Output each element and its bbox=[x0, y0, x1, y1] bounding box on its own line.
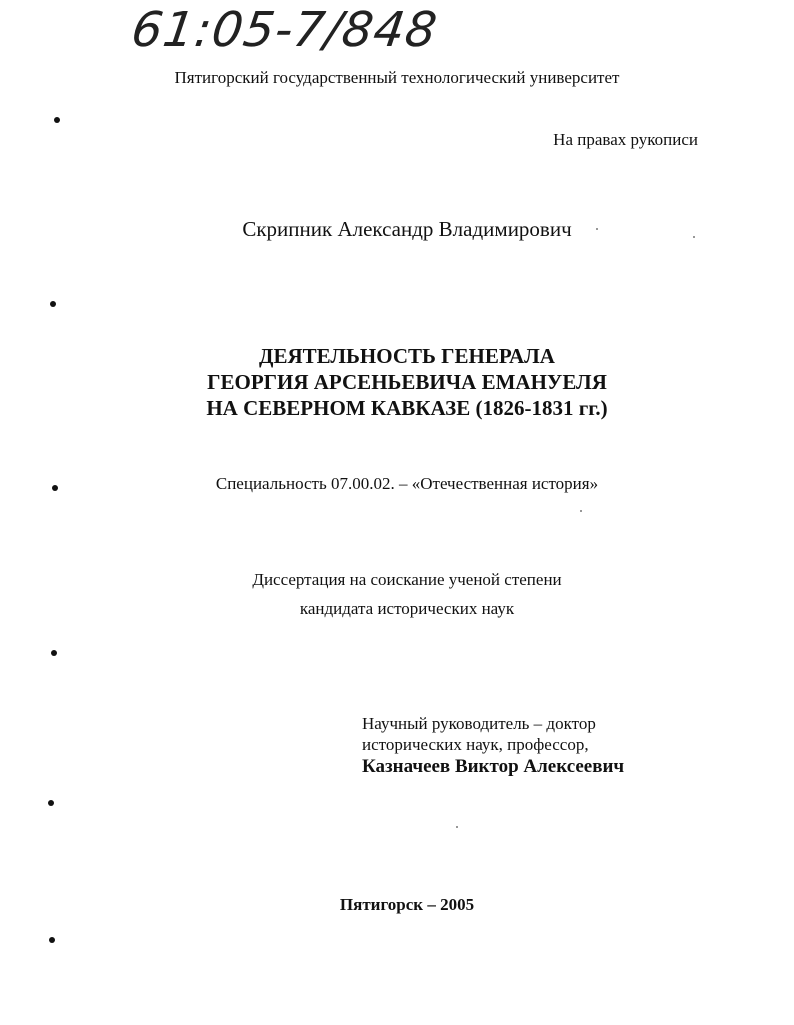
manuscript-rights-note: На правах рукописи bbox=[553, 130, 698, 149]
university-name: Пятигорский государственный технологический университет bbox=[174, 68, 620, 87]
title-line-2: ГЕОРГИЯ АРСЕНЬЕВИЧА ЕМАНУЕЛЯ bbox=[207, 370, 607, 394]
supervisor-name: Казначеев Виктор Алексеевич bbox=[362, 756, 625, 777]
author-name: Скрипник Александр Владимирович bbox=[242, 217, 572, 241]
degree-line-1: Диссертация на соискание ученой степени bbox=[252, 570, 562, 589]
scan-speck bbox=[456, 826, 458, 828]
supervisor-block bbox=[362, 713, 624, 779]
binding-hole-mark bbox=[51, 650, 57, 656]
title-line-3: НА СЕВЕРНОМ КАВКАЗЕ (1826-1831 гг.) bbox=[206, 396, 608, 420]
archive-mark-handwritten: 61:05-7/848 bbox=[128, 2, 441, 58]
title-line-1: ДЕЯТЕЛЬНОСТЬ ГЕНЕРАЛА bbox=[259, 344, 555, 368]
binding-hole-mark bbox=[48, 800, 54, 806]
supervisor-line-2: исторических наук, профессор, bbox=[362, 735, 589, 754]
binding-hole-mark bbox=[54, 117, 60, 123]
city-year: Пятигорск – 2005 bbox=[339, 895, 475, 914]
binding-hole-mark bbox=[52, 485, 58, 491]
scan-speck bbox=[580, 510, 582, 512]
scan-speck bbox=[596, 228, 598, 230]
degree-line-2: кандидата исторических наук bbox=[299, 599, 515, 618]
scan-speck bbox=[693, 236, 695, 238]
binding-hole-mark bbox=[50, 301, 56, 307]
supervisor-line-1: Научный руководитель – доктор bbox=[362, 714, 596, 733]
dissertation-title bbox=[0, 343, 794, 421]
binding-hole-mark bbox=[49, 937, 55, 943]
specialty-line: Специальность 07.00.02. – «Отечественная история» bbox=[215, 474, 599, 493]
degree-statement bbox=[0, 565, 794, 623]
